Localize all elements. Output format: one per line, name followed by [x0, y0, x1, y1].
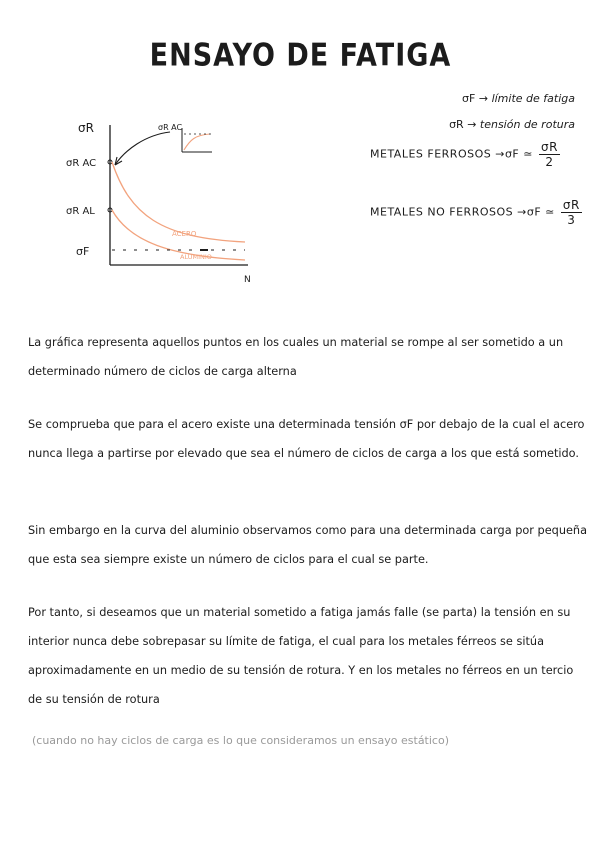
relation-ferrous [370, 140, 560, 169]
relation-fraction [539, 140, 560, 169]
label-aluminio: ALUMINIO [180, 253, 212, 261]
paragraph-graph-meaning: La gráfica representa aquellos puntos en los cuales un material se rompe al ser sometido a un determinado número de ciclos de carga alterna [28, 336, 564, 378]
fraction-numerator: σR [562, 198, 580, 212]
relation-non-ferrous [370, 198, 582, 227]
relation-lhs: →σF ≃ [517, 205, 555, 219]
static-test-note: (cuando no hay ciclos de carga es lo que consideramos un ensayo estático) [32, 734, 449, 747]
x-axis-label: N [244, 275, 251, 285]
legend-fatigue-limit [462, 92, 575, 105]
relation-label: METALES FERROSOS [370, 147, 492, 161]
legend-rupture-stress [449, 118, 575, 131]
legend-symbol: σR [449, 118, 464, 131]
relation-label: METALES NO FERROSOS [370, 205, 514, 219]
tick-label-ac: σR AC [66, 158, 97, 169]
fraction-denominator: 2 [545, 155, 554, 169]
legend-symbol: σF [462, 92, 476, 105]
relation-lhs: →σF ≃ [495, 147, 533, 161]
inset-label: σR AC [158, 123, 183, 132]
fraction-numerator: σR [540, 140, 558, 154]
paragraph-steel: Se comprueba que para el acero existe una determinada tensión σF por debajo de la cual el acero nunca llega a partirse por elevado que sea el número de ciclos de carga a los que está sometido. [28, 418, 585, 460]
paragraph-conclusion: Por tanto, si deseamos que un material sometido a fatiga jamás falle (se parta) la tensión en su interior nunca debe sobrepasar su límite de fatiga, el cual para los metales férreos se sitúa aproximadamente en un medio de su tensión de rotura. Y en los metales no férreos en un tercio de su tensión de rotura [28, 606, 574, 706]
relation-fraction [561, 198, 582, 227]
legend-text: → tensión de rotura [467, 118, 575, 131]
inset-curve [184, 134, 210, 150]
fraction-denominator: 3 [567, 213, 576, 227]
paragraph-aluminium: Sin embargo en la curva del aluminio observamos como para una determinada carga por pequeña que esta sea siempre existe un número de ciclos para el cual se parte. [28, 524, 588, 566]
tick-label-al: σR AL [66, 206, 95, 217]
page-title: ENSAYO DE FATIGA [149, 37, 452, 74]
tick-label-f: σF [76, 245, 90, 258]
fatigue-sketch [60, 110, 270, 290]
label-acero: ACERO [172, 230, 197, 238]
inset-arrow [115, 132, 170, 165]
y-axis-label: σR [78, 121, 94, 135]
legend-text: → límite de fatiga [478, 92, 575, 105]
